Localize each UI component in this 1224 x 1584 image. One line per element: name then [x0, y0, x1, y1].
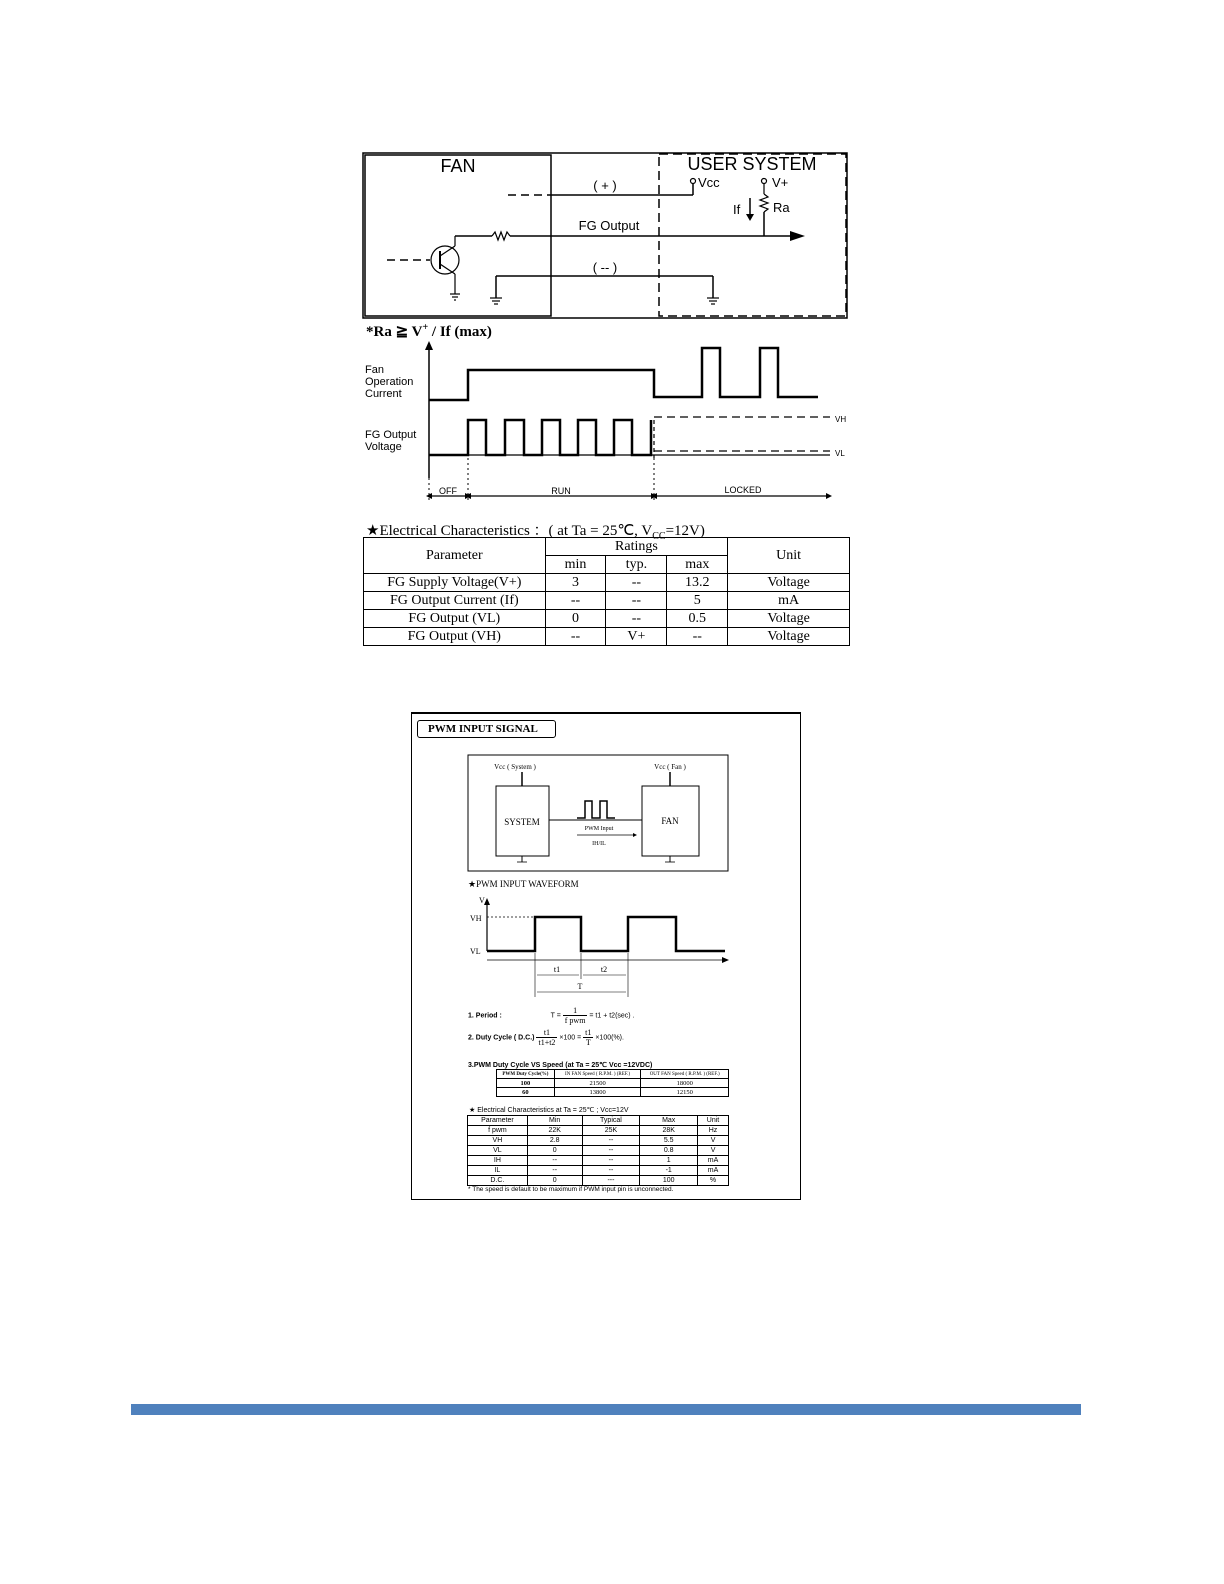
electrical-characteristics-title: ★Electrical Characteristics ：( at Ta = 25℃, $V_{CC}=12V$) [366, 523, 705, 542]
plus-label: ( + ) [593, 178, 617, 193]
fan-current-label: Fan Operation Current [365, 364, 414, 400]
table-row: VL 0 -- 0.8 V [468, 1146, 729, 1156]
user-system-label: USER SYSTEM [687, 154, 817, 174]
vh-label: VH [835, 415, 847, 424]
phase-run: RUN [551, 486, 571, 496]
pwm-block-diagram [467, 754, 729, 872]
pwm-input-signal-section [411, 712, 801, 1200]
table-row: f pwm 22K 25K 28K Hz [468, 1126, 729, 1136]
pwm-electrical-title: ★ Electrical Characteristics at Ta = 25℃ ; Vcc=12V [469, 1107, 629, 1114]
duty-cycle-formula: 2. Duty Cycle ( D.C.) $\frac{t1}{t1+t2}$ ×100 = $\frac{t1}{T}$ ×100(%). [468, 1028, 624, 1047]
pwm-section-label: PWM INPUT SIGNAL [417, 720, 556, 738]
phase-off: OFF [439, 486, 457, 496]
table-row: FG Output Current (If) -- -- 5 mA [364, 592, 850, 610]
ra-note: *Ra ≧ V+ / If (max) [366, 322, 492, 340]
ih-il-label: IH/IL [592, 841, 606, 847]
axis-arrow-icon [425, 341, 433, 350]
table-row: FG Supply Voltage(V+) 3 -- 13.2 Voltage [364, 574, 850, 592]
fg-timing-diagram [360, 338, 852, 508]
footer-bar [131, 1404, 1081, 1415]
fan-box-label: FAN [661, 816, 679, 826]
header-ratings: Ratings [545, 538, 728, 556]
header-typ: typ. [606, 556, 667, 574]
table-row: D.C. 0 --- 100 % [468, 1176, 729, 1186]
fan-current-trace [429, 348, 818, 400]
axis-arrow-icon [484, 898, 490, 905]
pwm-waveform-title: ★PWM INPUT WAVEFORM [468, 879, 579, 889]
pwm-pulse-icon [577, 801, 615, 818]
table-row: FG Output (VH) -- V+ -- Voltage [364, 628, 850, 646]
table-row: 100 21500 18000 [497, 1079, 729, 1088]
ra-label: Ra [773, 200, 790, 215]
transistor-icon [387, 236, 459, 294]
fg-voltage-trace [429, 420, 651, 455]
ground-icon [450, 294, 460, 300]
table-row: IL -- -- -1 mA [468, 1166, 729, 1176]
duty-speed-table: PWM Duty Cycle(%) IN FAN Speed ( R.P.M. ) (REF.) OUT FAN Speed ( R.P.M. ) (REF.) 100 21500 18000 60 13800 12150 [496, 1069, 729, 1097]
table-row: 60 13800 12150 [497, 1088, 729, 1097]
current-arrow-icon [746, 214, 754, 221]
vcc-system-label: Vcc ( System ) [494, 763, 536, 771]
table-row: VH 2.8 -- 5.5 V [468, 1136, 729, 1146]
header-min: min [545, 556, 606, 574]
wf-t2-label: t2 [600, 965, 608, 974]
pwm-waveform-trace [487, 917, 725, 951]
minus-label: ( -- ) [592, 260, 618, 275]
period-formula: 1. Period : T = $\frac{1}{\text{f pwm}}$ = t1 + t2(sec) . [468, 1006, 635, 1025]
output-arrow-icon [790, 231, 805, 241]
electrical-characteristics-table [363, 537, 850, 646]
pwm-waveform-diagram [467, 889, 729, 999]
vplus-label: V+ [772, 175, 789, 190]
fg-output-label: FG Output [578, 218, 640, 233]
wf-v-label: V [479, 896, 485, 905]
phase-locked: LOCKED [724, 485, 762, 495]
wf-vl-label: VL [470, 947, 481, 956]
wf-vh-label: VH [470, 914, 482, 923]
fan-label: FAN [440, 156, 476, 176]
vcc-fan-label: Vcc ( Fan ) [654, 763, 686, 771]
fg-circuit-diagram [360, 148, 852, 326]
pwm-electrical-table: Parameter Min Typical Max Unit f pwm 22K 25K 28K Hz VH 2.8 -- 5.5 V VL 0 -- 0.8 V IH -- -- 1 mA IL -- -- -1 mA D.C. 0 --- 100 % [467, 1115, 729, 1186]
wf-T-label: T [577, 982, 583, 991]
header-max: max [667, 556, 728, 574]
pwm-default-note: * The speed is default to be maximum if PWM input pin is unconnected. [468, 1186, 674, 1193]
pwm-input-label: PWM Input [584, 826, 614, 832]
header-parameter: Parameter [364, 538, 546, 574]
ground-icon [490, 298, 502, 304]
table-row: FG Output (VL) 0 -- 0.5 Voltage [364, 610, 850, 628]
if-label: If [733, 202, 741, 217]
vl-label: VL [835, 449, 845, 458]
wf-t1-label: t1 [553, 965, 561, 974]
fg-voltage-label: FG Output Voltage [365, 429, 417, 453]
header-unit: Unit [728, 538, 850, 574]
ground-icon [707, 298, 719, 304]
duty-speed-title: 3.PWM Duty Cycle VS Speed (at Ta = 25℃ Vcc =12VDC) [468, 1062, 653, 1069]
table-row: IH -- -- 1 mA [468, 1156, 729, 1166]
system-box-label: SYSTEM [504, 817, 540, 827]
vcc-label: Vcc [698, 175, 720, 190]
